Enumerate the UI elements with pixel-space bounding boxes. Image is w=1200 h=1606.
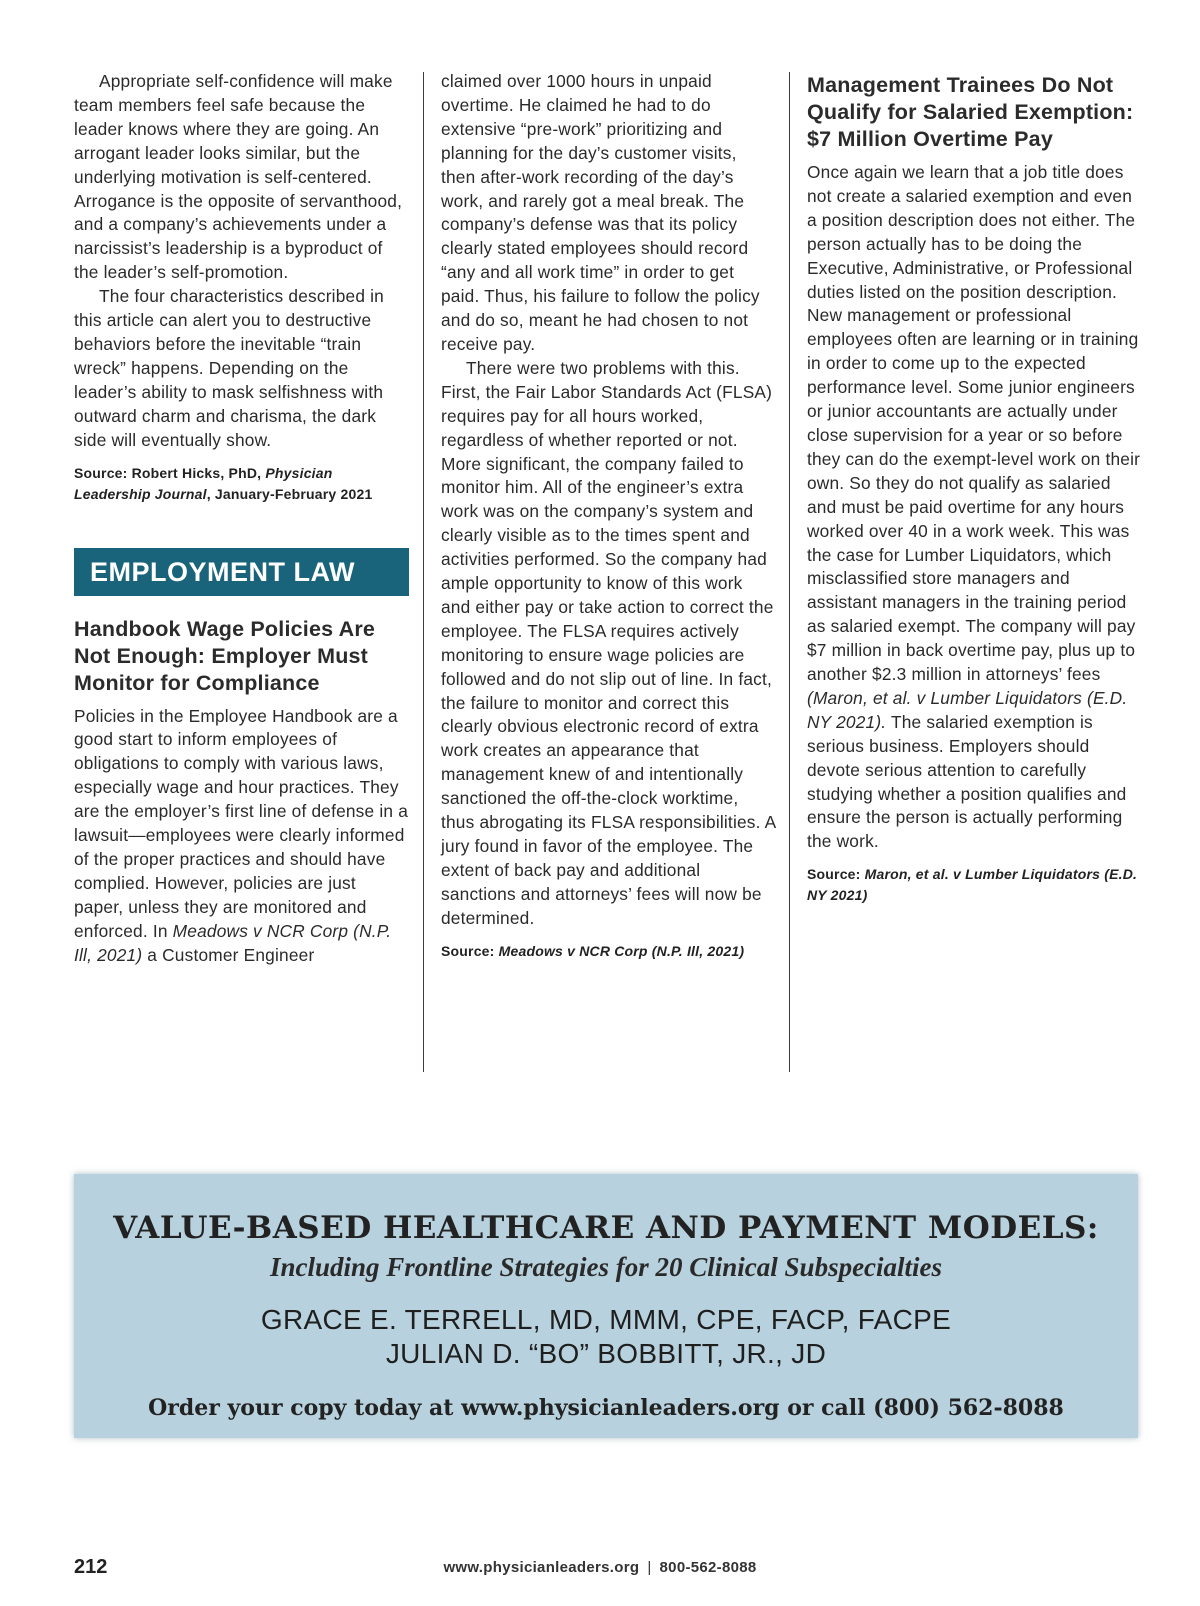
promo-subtitle: Including Frontline Strategies for 20 Clinical Subspecialties xyxy=(269,1252,943,1282)
source-prefix: Source: xyxy=(807,866,865,883)
paragraph: claimed over 1000 hours in unpaid overtime. He claimed he had to do extensive “pre-work” prioritizing and planning for the day’s customer visits, then after-work recording of the day’s work, and rarely got a meal break. The company’s defense was that its policy clearly stated employees should record “any and all work time” in order to get paid. Thus, his failure to follow the policy and do so, meant he had chosen to not receive pay. xyxy=(441,71,760,354)
column-divider xyxy=(789,72,790,1072)
column-3 xyxy=(807,70,1142,906)
promo-order-line: Order your copy today at www.physicianleaders.org or call (800) 562-8088 xyxy=(148,1395,1064,1421)
source-case: Maron, et al. v Lumber Liquidators (E.D. NY 2021) xyxy=(807,866,1138,904)
page-number: 212 xyxy=(74,1556,108,1578)
paragraph xyxy=(807,161,1142,854)
book-promo-box xyxy=(74,1174,1138,1438)
article-headline: Management Trainees Do Not Qualify for Salaried Exemption: $7 Million Overtime Pay xyxy=(807,73,1134,151)
source-prefix: Source: Robert Hicks, PhD, xyxy=(74,464,266,481)
paragraph: The four characteristics described in this article can alert you to destructive behaviors before the inevitable “train wreck” happens. Depending on the leader’s ability to mask selfishness with outward charm and charisma, the dark side will eventually show. xyxy=(74,286,384,450)
source-suffix: , January-February 2021 xyxy=(206,485,373,502)
footer-website: www.physicianleaders.org xyxy=(443,1559,640,1576)
paragraph: Appropriate self-confidence will make team members feel safe because the leader knows where they are going. An arrogant leader looks similar, but the underlying motivation is self-centered. Arrogance is the opposite of servanthood, and a company’s achievements under a narcissist’s leadership is a byproduct of the leader’s self-promotion. xyxy=(74,71,403,283)
footer-phone: 800-562-8088 xyxy=(659,1559,757,1576)
source-case: Meadows v NCR Corp (N.P. Ill, 2021) xyxy=(498,942,745,959)
source-citation xyxy=(74,463,409,505)
text-run: a Customer Engineer xyxy=(142,944,315,965)
source-prefix: Source: xyxy=(441,942,499,959)
text-run: Once again we learn that a job title does not create a salaried exemption and even a position description does not either. The person actually has to be doing the Executive, Administrative, or Professional duties listed on the position description. New management or professional employees often are learning or in training in order to come up to the expected performance level. Some junior engineers or junior accountants are actually under close supervision for a year or so before they can do the exempt-level work on their own. So they do not qualify as salaried and must be paid overtime for any hours worked over 40 in a work week. This was the case for Lumber Liquidators, which misclassified store managers and assistant managers in the training period as salaried exempt. The company will pay $7 million in back overtime pay, plus up to another $2.3 million in attorneys’ fees xyxy=(807,162,1141,685)
source-citation xyxy=(807,864,1142,906)
source-journal: Physician Leadership Journal xyxy=(74,464,333,502)
text-run: The salaried exemption is serious business. Employers should devote serious attention to carefully studying whether a position qualifies and ensure the person is actually performing the work. xyxy=(807,711,1127,852)
paragraph xyxy=(74,705,409,968)
text-run: Policies in the Employee Handbook are a good start to inform employees of obligations to comply with various laws, especially wage and hour practices. They are the employer’s first line of defense in a lawsuit—employees were clearly informed of the proper practices and should have complied. However, policies are just paper, unless they are monitored and enforced. In xyxy=(74,705,409,941)
column-1 xyxy=(74,70,409,967)
source-citation xyxy=(441,941,776,962)
section-banner: EMPLOYMENT LAW xyxy=(74,548,409,596)
promo-title: VALUE-BASED HEALTHCARE AND PAYMENT MODELS: xyxy=(113,1210,1099,1246)
case-citation: Meadows v NCR Corp (N.P. Ill, 2021) xyxy=(74,920,392,965)
column-divider xyxy=(423,72,424,1072)
column-2 xyxy=(441,70,776,962)
promo-author: GRACE E. TERRELL, MD, MMM, CPE, FACP, FACPE xyxy=(260,1304,952,1335)
footer xyxy=(0,1559,1200,1576)
article-headline: Handbook Wage Policies Are Not Enough: Employer Must Monitor for Compliance xyxy=(74,616,376,695)
case-citation: (Maron, et al. v Lumber Liquidators (E.D. NY 2021). xyxy=(807,687,1128,732)
promo-author: JULIAN D. “BO” BOBBITT, JR., JD xyxy=(385,1338,827,1369)
footer-separator: | xyxy=(647,1559,652,1576)
paragraph: There were two problems with this. First, the Fair Labor Standards Act (FLSA) requires pay for all hours worked, regardless of whether reported or not. More significant, the company failed to monitor him. All of the engineer’s extra work was on the company’s system and clearly visible as to the times spent and activities performed. So the company had ample opportunity to know of this work and either pay or take action to correct the employee. The FLSA requires actively monitoring to ensure wage policies are followed and do not slip out of line. In fact, the failure to monitor and correct this clearly obvious electronic record of extra work creates an appearance that management knew of and intentionally sanctioned the off-the-clock worktime, thus abrogating its FLSA responsibilities. A jury found in favor of the employee. The extent of back pay and additional sanctions and attorneys’ fees will now be determined. xyxy=(441,357,776,928)
